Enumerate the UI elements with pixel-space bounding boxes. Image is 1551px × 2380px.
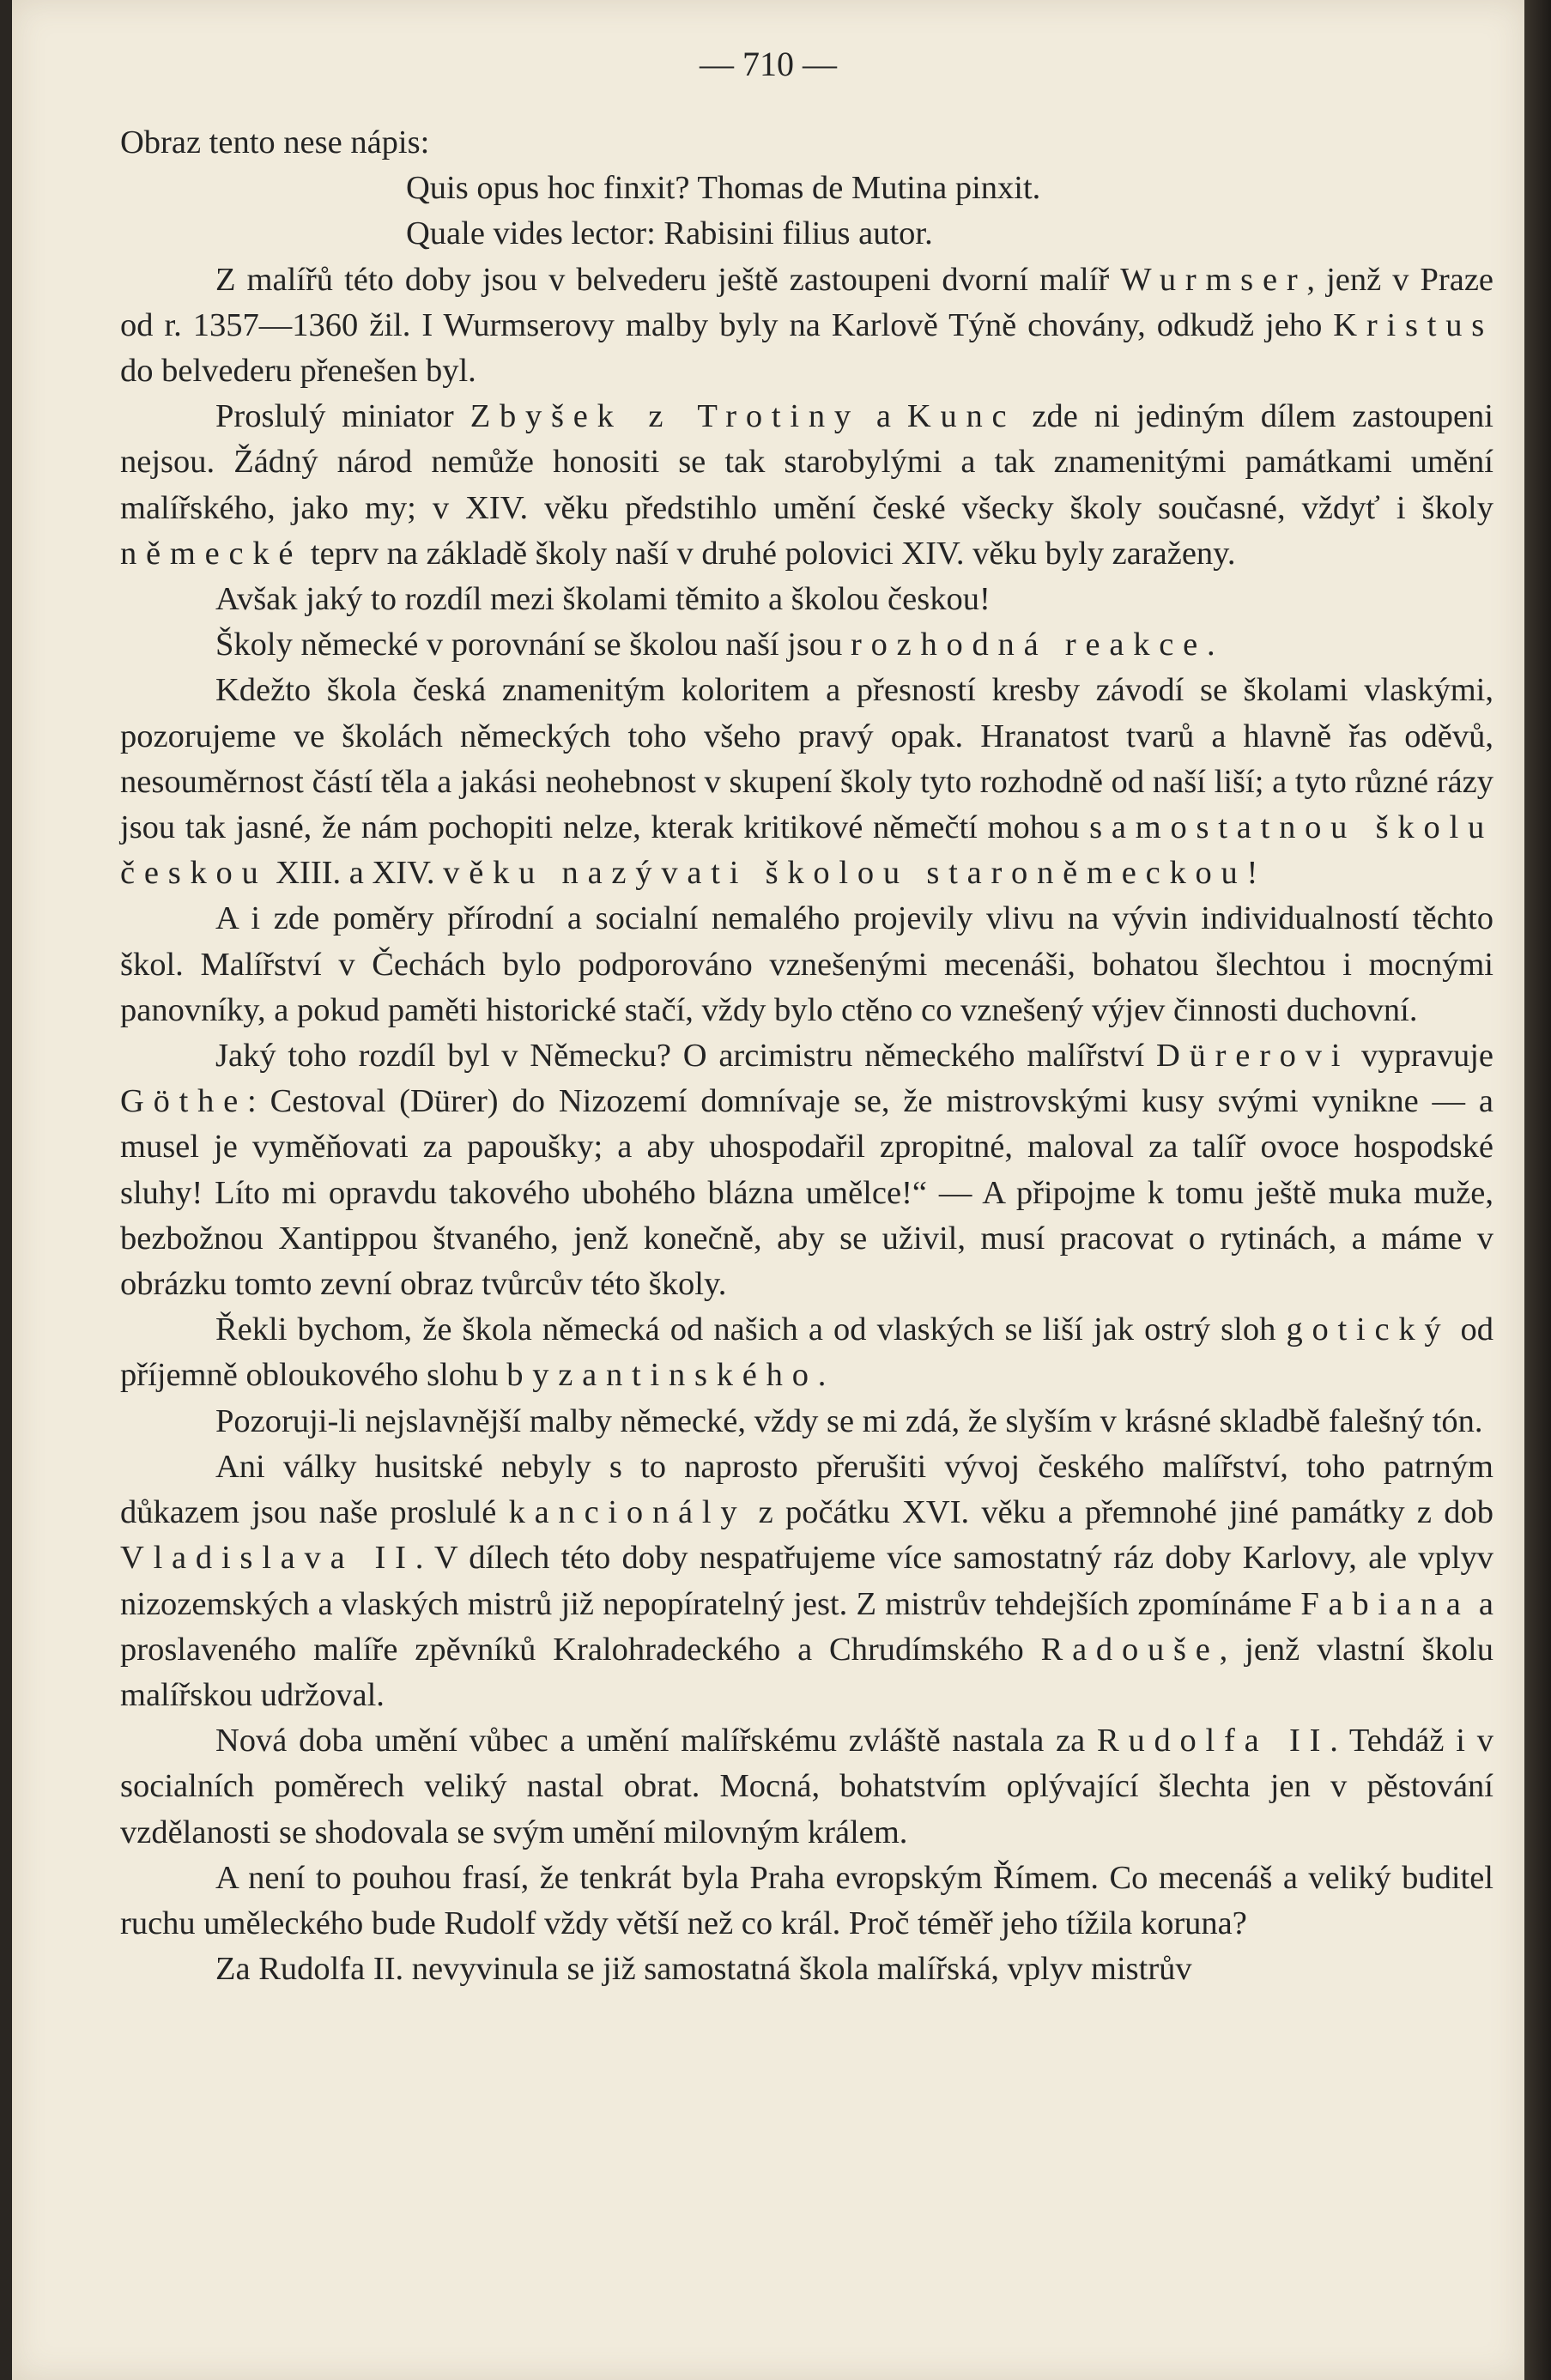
intro-line: Obraz tento nese nápis: [120, 124, 430, 160]
paragraph-rudolf: Nová doba umění vůbec a umění malířskému zvláště nastala za Rudolfa II. Tehdáž i v socialních poměrech veliký nastal obrat. Mocná, bohatstvím oplývající šlechta jen v pěstování vzdělanosti se shodovala se svým umění milovným králem. [120, 1723, 1493, 1850]
paragraph-husitske: Ani války husitské nebyly s to naprosto přerušiti vývoj českého malířství, toho patrným důkazem jsou naše proslulé kancionály z počátku XVI. věku a přemnohé jiné památky z dob Vladislava II. V dílech této doby nespatřujeme více samostatný ráz doby Karlovy, ale vplyv nizozemských a vlaských mistrů již nepopíratelný jest. Z mistrův tehdejších zpomínáme Fabiana a proslaveného malíře zpěvníků Kralohradeckého a Chrudímského Radouše, jenž vlastní školu malířskou udržoval. [120, 1448, 1494, 1713]
paragraph-durer: Jaký toho rozdíl byl v Německu? O arcimistru německého malířství Dürerovi vypravuje Göthe: Cestoval (Dürer) do Nizozemí domnívaje se, že mistrovskými kusy svými vynikne — a musel je vyměňovati za papoušky; a aby uhospodařil zpropitné, maloval za talíř ovoce hospodské sluhy! Líto mi opravdu takového ubohého blázna umělce!“ — A připojme k tomu ještě muka muže, bezbožnou Xantippou štvaného, jenž konečně, aby se uživil, musí pracovat o rytinách, a máme v obrázku tomto zevní obraz tvůrcův této školy. [120, 1038, 1493, 1303]
paragraph-praha: A není to pouhou frasí, že tenkrát byla Praha evropským Římem. Co mecenáš a veliký buditel ruchu uměleckého bude Rudolf vždy větší než co král. Proč téměř jeho tížila koruna? [120, 1859, 1493, 1941]
page-number: — 710 — [700, 45, 837, 83]
inscription-line-1: Quis opus hoc finxit? Thomas de Mutina pinxit. [406, 170, 1041, 207]
page-edge [1524, 0, 1551, 2380]
paragraph-sloh: Řekli bychom, že škola německá od našich a od vlaských se liší jak ostrý sloh gotický od příjemně obloukového slohu byzantinského. [120, 1311, 1494, 1394]
paragraph-rozdil: Avšak jaký to rozdíl mezi školami těmito a školou českou! [215, 581, 991, 618]
paragraph-wurmser: Z malířů této doby jsou v belvederu ještě zastoupeni dvorní malíř Wurmser, jenž v Praze od r. 1357—1360 žil. I Wurmserovy malby byly na Karlově Týně chovány, odkudž jeho Kristus do belvederu přenešen byl. [120, 261, 1494, 390]
paragraph-pomery: A i zde poměry přírodní a socialní nemalého projevily vlivu na vývin individualností těchto škol. Malířství v Čechách bylo podporováno vznešenými mecenáši, bohatou šlechtou i mocnými panovníky, a pokud paměti historické stačí, vždy bylo ctěno co vznešený výjev činnosti duchovní. [120, 900, 1493, 1028]
book-page [12, 0, 1524, 2380]
paragraph-falesny-ton: Pozoruji-li nejslavnější malby německé, vždy se mi zdá, že slyším v krásné skladbě falešný tón. [215, 1402, 1483, 1439]
paragraph-reakce: Školy německé v porovnání se školou naší jsou rozhodná reakce. [215, 627, 1215, 663]
inscription-line-2: Quale vides lector: Rabisini filius autor. [406, 215, 933, 252]
paragraph-kolorit: Kdežto škola česká znamenitým koloritem a přesností kresby závodí se školami vlaskými, pozorujeme ve školách německých toho všeho pravý opak. Hranatost tvarů a hlavně řas oděvů, nesouměrnost částí těla a jakási neohebnost v skupení školy tyto rozhodně od naší liší; a tyto různé rázy jsou tak jasné, že nám pochopiti nelze, kterak kritikové němečtí mohou samostatnou školu českou XIII. a XIV. věku nazývati školou staroněmeckou! [120, 672, 1493, 892]
paragraph-last: Za Rudolfa II. nevyvinula se již samostatná škola malířská, vplyv mistrův [215, 1951, 1192, 1988]
paragraph-zbysek: Proslulý miniator Zbyšek z Trotiny a Kunc zde ni jediným dílem zastoupeni nejsou. Žádný národ nemůže honositi se tak starobylými a tak znamenitými památkami umění malířského, jako my; v XIV. věku předstihlo umění české všecky školy současné, vždyť i školy německé teprv na základě školy naší v druhé polovici XIV. věku byly zaraženy. [120, 398, 1493, 572]
body-text [120, 120, 1493, 1992]
